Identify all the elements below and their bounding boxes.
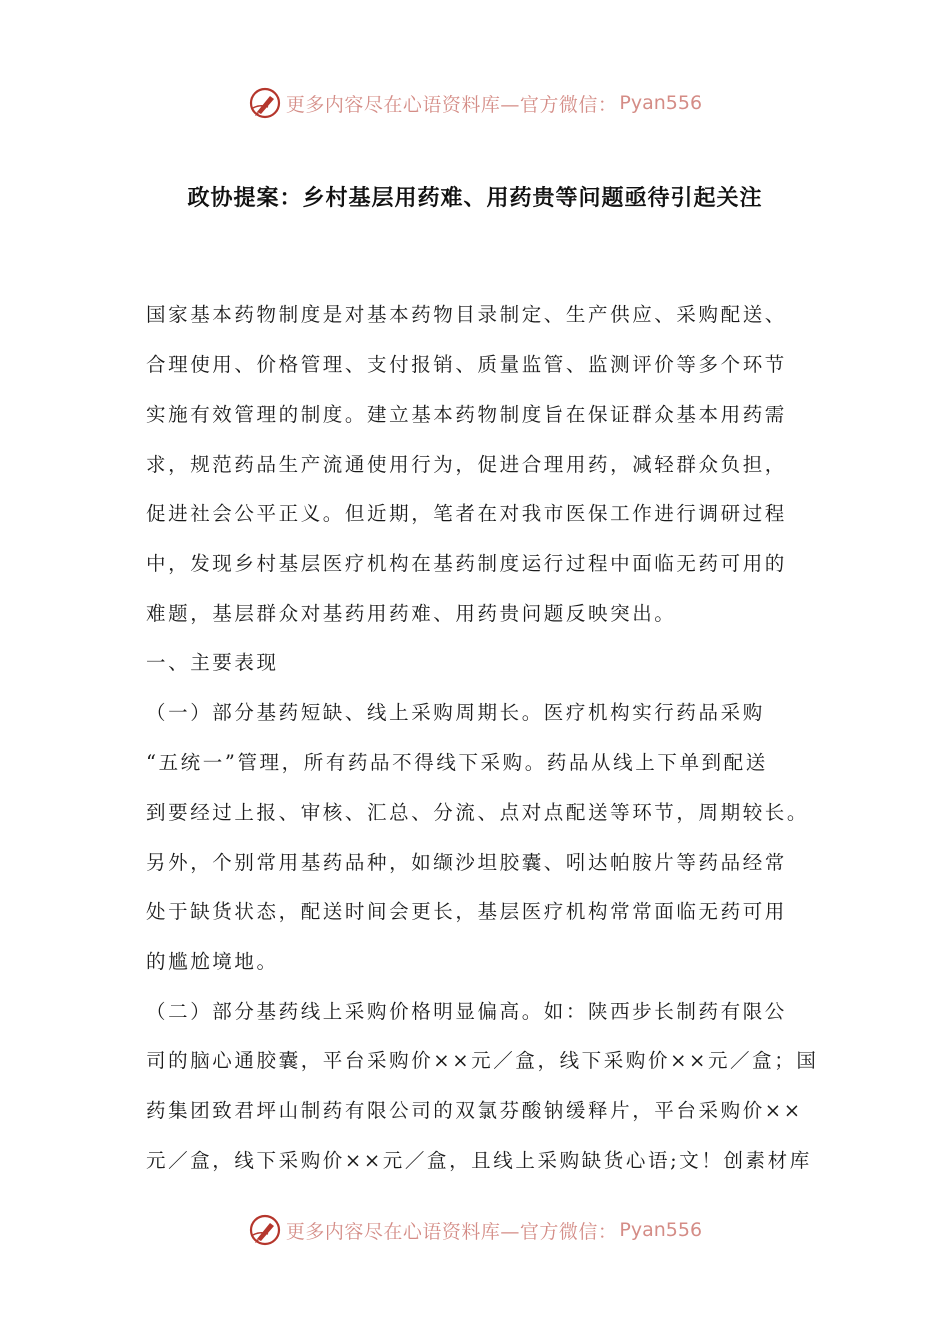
page-title: 政协提案：乡村基层用药难、用药贵等问题亟待引起关注: [187, 185, 763, 211]
body-line: “五统一”管理，所有药品不得线下采购。药品从线上下单到配送: [146, 751, 768, 774]
body-line: 合理使用、价格管理、支付报销、质量监管、监测评价等多个环节: [146, 353, 787, 376]
body-line: 药集团致君坪山制药有限公司的双氯芬酸钠缓释片，平台采购价××: [146, 1099, 803, 1122]
banner-wechat-id: Pyan556: [619, 1219, 703, 1241]
body-line: 求，规范药品生产流通使用行为，促进合理用药，减轻群众负担，: [146, 453, 787, 476]
banner-wechat-id: Pyan556: [619, 92, 703, 114]
body-line: 国家基本药物制度是对基本药物目录制定、生产供应、采购配送、: [146, 303, 787, 326]
header-banner: [0, 83, 950, 123]
body-line: 到要经过上报、审核、汇总、分流、点对点配送等环节，周期较长。: [146, 801, 810, 824]
body-line: 促进社会公平正义。但近期，笔者在对我市医保工作进行调研过程: [146, 502, 787, 525]
body-line: 处于缺货状态，配送时间会更长，基层医疗机构常常面临无药可用: [146, 900, 787, 923]
banner-text: 更多内容尽在心语资料库—官方微信：: [285, 93, 618, 116]
body-line: 中，发现乡村基层医疗机构在基药制度运行过程中面临无药可用的: [146, 552, 787, 575]
body-line: 实施有效管理的制度。建立基本药物制度旨在保证群众基本用药需: [146, 403, 787, 426]
body-line: 司的脑心通胶囊，平台采购价××元／盒，线下采购价××元／盒；国: [146, 1049, 819, 1072]
body-line: 另外，个别常用基药品种，如缬沙坦胶囊、吲达帕胺片等药品经常: [146, 851, 787, 874]
section-heading: 一、主要表现: [146, 651, 279, 674]
body-line: 元／盒，线下采购价××元／盒，且线上采购缺货心语;文！创素材库: [146, 1149, 812, 1172]
footer-banner: [0, 1210, 950, 1250]
body-line: （二）部分基药线上采购价格明显偏高。如：陕西步长制药有限公: [146, 1000, 787, 1023]
body-line: 难题，基层群众对基药用药难、用药贵问题反映突出。: [146, 602, 677, 625]
body-line: （一）部分基药短缺、线上采购周期长。医疗机构实行药品采购: [146, 701, 765, 724]
banner-text: 更多内容尽在心语资料库—官方微信：: [285, 1220, 618, 1243]
pen-logo-icon: [248, 1213, 282, 1247]
body-line: 的尴尬境地。: [146, 950, 279, 973]
pen-logo-icon: [248, 86, 282, 120]
